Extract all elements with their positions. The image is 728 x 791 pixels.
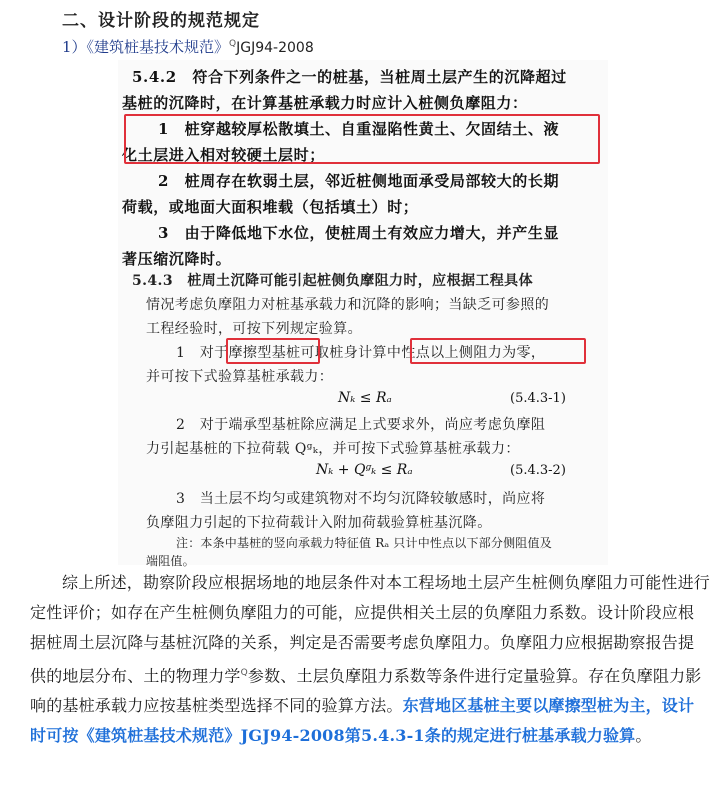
excerpt-line: 5.4.2 符合下列条件之一的桩基，当桩周土层产生的沉降超过: [132, 68, 567, 86]
sub-heading-prefix: 1）《建筑桩基技术规范》: [62, 38, 230, 56]
summary-highlight: 东营地区基桩主要以摩擦型桩为主，设计时可按《建筑桩基技术规范》JGJ94-2008第5.4.3-1条的规定进行桩基承载力验算: [30, 696, 695, 746]
excerpt-line: 1 桩穿越较厚松散填土、自重湿陷性黄土、欠固结土、液: [158, 120, 560, 138]
equation-1-number: (5.4.3-1): [510, 391, 566, 406]
excerpt-line: 并可按下式验算基桩承载力：: [146, 369, 334, 385]
sub-heading: [62, 36, 314, 57]
excerpt-line: 工程经验时，可按下列规定验算。: [146, 321, 362, 337]
equation-1: Nₖ ≤ Rₐ: [338, 390, 392, 406]
summary-text: 参数、土层负摩阻力系数等条件进行定量验算。存在负摩阻力影响的基桩承载力应按基桩类型选择不同的验算方法。: [30, 666, 702, 716]
highlight-box-conditions: [124, 114, 600, 164]
summary-text: 综上所述，勘察阶段应根据场地的地层条件对本工程场地土层产生桩侧负摩阻力可能性进行定性评价；如存在产生桩侧负摩阻力的可能，应提供相关土层的负摩阻力系数。设计阶段应根据桩周土层沉降与基桩沉降的关系，判定是否需要考虑负摩阻力。负摩阻力应根据勘察报告提供的地层分布、土的物理力学: [30, 573, 711, 686]
search-icon[interactable]: Q: [229, 39, 237, 49]
excerpt-line: 荷载，或地面大面积堆载（包括填土）时；: [122, 198, 419, 216]
excerpt-note: 端阻值。: [146, 554, 195, 568]
excerpt-line: 情况考虑负摩阻力对桩基承载力和沉降的影响；当缺乏可参照的: [146, 297, 550, 313]
highlight-box-neutral-point: [410, 338, 586, 364]
friction-pile-term: 摩擦型基桩: [228, 345, 301, 361]
excerpt-fragment: 1 对于: [176, 345, 229, 361]
excerpt-line: 负摩阻力引起的下拉荷载计入附加荷载验算桩基沉降。: [146, 515, 492, 531]
neutral-point-term: 中性点以上侧阻力为零: [386, 345, 531, 361]
equation-2: Nₖ + Qᵍₖ ≤ Rₐ: [316, 462, 413, 478]
excerpt-fragment: ，: [530, 345, 546, 361]
search-icon[interactable]: Q: [240, 668, 248, 678]
summary-paragraph: [30, 568, 710, 751]
excerpt-line: 3 由于降低地下水位，使桩周土有效应力增大，并产生显: [158, 224, 560, 242]
code-excerpt-image: [118, 60, 608, 568]
excerpt-line: 化土层进入相对较硬土层时；: [122, 146, 325, 164]
summary-end: 。: [635, 726, 652, 746]
sub-heading-code: JGJ94-2008: [236, 40, 314, 56]
excerpt-note: 注：本条中基桩的竖向承载力特征值 Rₐ 只计中性点以下部分侧阻值及: [176, 536, 552, 550]
highlight-box-friction-pile: [226, 338, 320, 364]
excerpt-line: 3 当土层不均匀或建筑物对不均匀沉降较敏感时，尚应将: [176, 491, 546, 507]
section-heading: 二、设计阶段的规范规定: [62, 11, 260, 31]
equation-2-number: (5.4.3-2): [510, 463, 566, 478]
excerpt-line: 基桩的沉降时，在计算基桩承载力时应计入桩侧负摩阻力：: [122, 94, 528, 112]
excerpt-line: 力引起基桩的下拉荷载 Qᵍₖ，并可按下式验算基桩承载力：: [146, 441, 520, 457]
excerpt-line: 2 对于端承型基桩除应满足上式要求外，尚应考虑负摩阻: [176, 417, 546, 433]
excerpt-line: 著压缩沉降时。: [122, 250, 232, 268]
excerpt-line: 5.4.3 桩周土沉降可能引起桩侧负摩阻力时，应根据工程具体: [132, 273, 533, 289]
excerpt-fragment: 可取桩身计算: [300, 345, 387, 361]
excerpt-line: 2 桩周存在软弱土层，邻近桩侧地面承受局部较大的长期: [158, 172, 560, 190]
